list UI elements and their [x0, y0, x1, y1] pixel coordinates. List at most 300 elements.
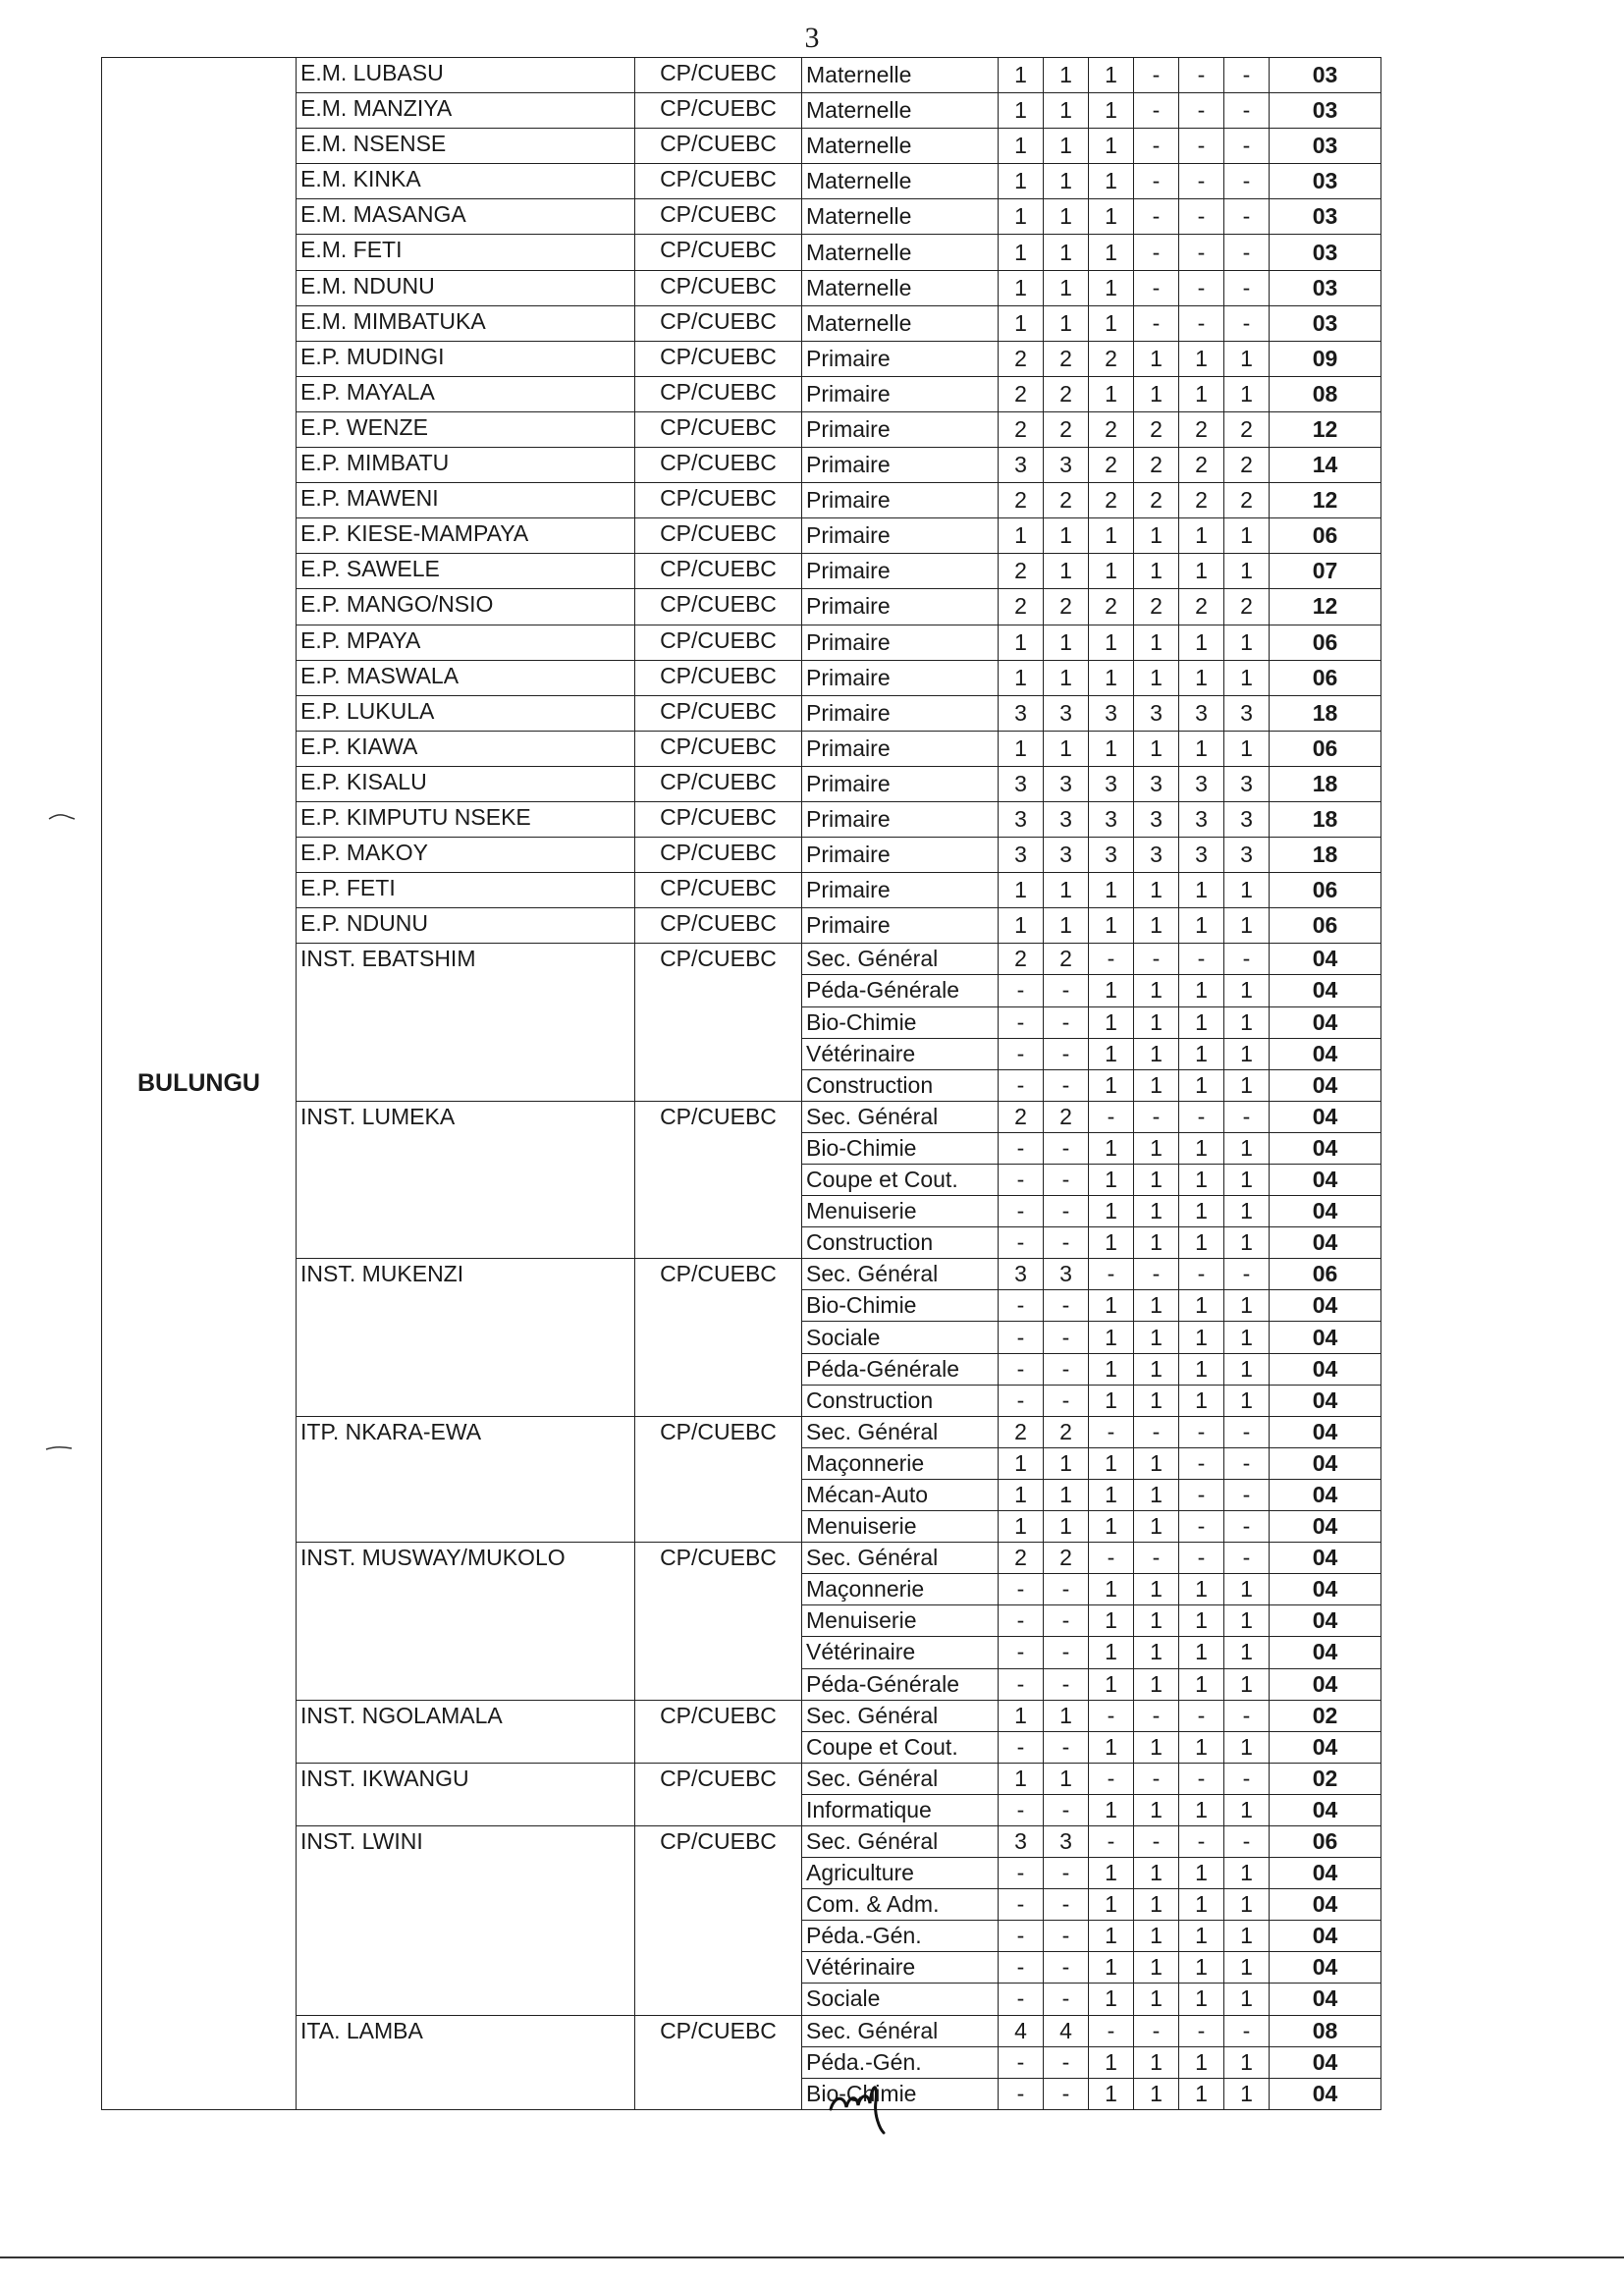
grade-3-cell: 3 [1089, 838, 1134, 873]
school-name-cell: E.P. MAKOY [297, 838, 635, 873]
grade-4-cell: - [1134, 1763, 1179, 1794]
option-cell: Sec. Général [802, 1763, 999, 1794]
school-name-cell: E.P. MUDINGI [297, 341, 635, 376]
grade-1-cell: 3 [999, 1825, 1044, 1857]
grade-6-cell: 1 [1224, 1227, 1270, 1259]
option-cell: Menuiserie [802, 1196, 999, 1227]
grade-2-cell: 4 [1044, 2015, 1089, 2046]
grade-3-cell: 1 [1089, 1447, 1134, 1479]
grade-2-cell: - [1044, 1353, 1089, 1385]
grade-3-cell: 1 [1089, 129, 1134, 164]
grade-6-cell: 1 [1224, 908, 1270, 944]
grade-6-cell: 2 [1224, 483, 1270, 518]
grade-4-cell: - [1134, 1101, 1179, 1132]
option-cell: Sec. Général [802, 1259, 999, 1290]
grade-6-cell: - [1224, 270, 1270, 305]
option-cell: Péda-Générale [802, 975, 999, 1006]
option-cell: Primaire [802, 554, 999, 589]
grade-6-cell: 1 [1224, 1322, 1270, 1353]
grade-1-cell: - [999, 2046, 1044, 2078]
grade-2-cell: 1 [1044, 1763, 1089, 1794]
total-cell: 04 [1270, 1952, 1381, 1984]
grade-1-cell: 1 [999, 1511, 1044, 1543]
network-cell: CP/CUEBC [635, 58, 802, 93]
table-row [102, 58, 1381, 93]
grade-4-cell: 1 [1134, 341, 1179, 376]
school-name-cell: E.P. LUKULA [297, 695, 635, 731]
grade-4-cell: 1 [1134, 1353, 1179, 1385]
grade-6-cell: 1 [1224, 1605, 1270, 1637]
total-cell: 03 [1270, 93, 1381, 129]
option-cell: Com. & Adm. [802, 1889, 999, 1921]
option-cell: Primaire [802, 518, 999, 554]
total-cell: 04 [1270, 1731, 1381, 1763]
network-cell: CP/CUEBC [635, 411, 802, 447]
grade-5-cell: 1 [1179, 873, 1224, 908]
total-cell: 04 [1270, 1385, 1381, 1416]
total-cell: 07 [1270, 554, 1381, 589]
grade-1-cell: - [999, 975, 1044, 1006]
grade-5-cell: 1 [1179, 1227, 1224, 1259]
grade-4-cell: - [1134, 129, 1179, 164]
total-cell: 06 [1270, 1825, 1381, 1857]
grade-6-cell: - [1224, 1543, 1270, 1574]
option-cell: Primaire [802, 376, 999, 411]
grade-3-cell: 1 [1089, 518, 1134, 554]
grade-5-cell: 1 [1179, 1984, 1224, 2015]
total-cell: 03 [1270, 129, 1381, 164]
grade-6-cell: 1 [1224, 1353, 1270, 1385]
grade-4-cell: 3 [1134, 695, 1179, 731]
option-cell: Primaire [802, 589, 999, 625]
option-cell: Sec. Général [802, 1825, 999, 1857]
option-cell: Menuiserie [802, 1511, 999, 1543]
grade-1-cell: 2 [999, 376, 1044, 411]
school-name-cell: INST. MUKENZI [297, 1259, 635, 1416]
grade-1-cell: 3 [999, 801, 1044, 837]
grade-3-cell: 2 [1089, 448, 1134, 483]
grade-1-cell: 2 [999, 554, 1044, 589]
grade-3-cell: 1 [1089, 1605, 1134, 1637]
network-cell: CP/CUEBC [635, 554, 802, 589]
school-name-cell: E.P. MAWENI [297, 483, 635, 518]
grade-1-cell: 1 [999, 625, 1044, 660]
grade-3-cell: 1 [1089, 305, 1134, 341]
grade-4-cell: - [1134, 199, 1179, 235]
total-cell: 04 [1270, 975, 1381, 1006]
school-name-cell: INST. MUSWAY/MUKOLO [297, 1543, 635, 1700]
option-cell: Coupe et Cout. [802, 1731, 999, 1763]
total-cell: 04 [1270, 1101, 1381, 1132]
option-cell: Maternelle [802, 199, 999, 235]
grade-2-cell: 3 [1044, 801, 1089, 837]
option-cell: Construction [802, 1069, 999, 1101]
grade-1-cell: - [999, 1006, 1044, 1038]
grade-6-cell: 1 [1224, 1952, 1270, 1984]
grade-5-cell: - [1179, 199, 1224, 235]
grade-3-cell: 1 [1089, 908, 1134, 944]
option-cell: Maternelle [802, 58, 999, 93]
grade-6-cell: 1 [1224, 1069, 1270, 1101]
total-cell: 06 [1270, 518, 1381, 554]
grade-1-cell: - [999, 1731, 1044, 1763]
grade-5-cell: 1 [1179, 1385, 1224, 1416]
grade-4-cell: 1 [1134, 1006, 1179, 1038]
grade-6-cell: 1 [1224, 1006, 1270, 1038]
grade-4-cell: - [1134, 2015, 1179, 2046]
option-cell: Sec. Général [802, 1101, 999, 1132]
grade-1-cell: 1 [999, 873, 1044, 908]
option-cell: Maçonnerie [802, 1447, 999, 1479]
option-cell: Maternelle [802, 164, 999, 199]
total-cell: 04 [1270, 1479, 1381, 1510]
option-cell: Maternelle [802, 305, 999, 341]
grade-3-cell: - [1089, 1825, 1134, 1857]
grade-4-cell: 1 [1134, 1605, 1179, 1637]
grade-3-cell: - [1089, 1259, 1134, 1290]
grade-5-cell: 1 [1179, 1038, 1224, 1069]
option-cell: Primaire [802, 873, 999, 908]
grade-2-cell: - [1044, 1574, 1089, 1605]
grade-2-cell: 1 [1044, 731, 1089, 766]
total-cell: 12 [1270, 483, 1381, 518]
grade-5-cell: - [1179, 1825, 1224, 1857]
option-cell: Sec. Général [802, 944, 999, 975]
total-cell: 04 [1270, 1543, 1381, 1574]
grade-1-cell: - [999, 1165, 1044, 1196]
grade-6-cell: - [1224, 1479, 1270, 1510]
school-name-cell: E.P. WENZE [297, 411, 635, 447]
total-cell: 04 [1270, 1574, 1381, 1605]
school-name-cell: E.P. KIESE-MAMPAYA [297, 518, 635, 554]
grade-3-cell: 2 [1089, 411, 1134, 447]
grade-5-cell: 1 [1179, 1637, 1224, 1668]
school-name-cell: E.M. NSENSE [297, 129, 635, 164]
option-cell: Primaire [802, 801, 999, 837]
grade-1-cell: - [999, 1794, 1044, 1825]
margin-mark [44, 1443, 74, 1455]
grade-3-cell: 1 [1089, 199, 1134, 235]
total-cell: 04 [1270, 1794, 1381, 1825]
grade-3-cell: 1 [1089, 1921, 1134, 1952]
grade-6-cell: 1 [1224, 975, 1270, 1006]
grade-2-cell: - [1044, 1069, 1089, 1101]
grade-2-cell: - [1044, 1731, 1089, 1763]
network-cell: CP/CUEBC [635, 731, 802, 766]
grade-5-cell: 3 [1179, 695, 1224, 731]
grade-1-cell: 1 [999, 1763, 1044, 1794]
total-cell: 06 [1270, 660, 1381, 695]
grade-4-cell: 1 [1134, 1637, 1179, 1668]
network-cell: CP/CUEBC [635, 695, 802, 731]
total-cell: 02 [1270, 1763, 1381, 1794]
grade-2-cell: - [1044, 1668, 1089, 1700]
grade-1-cell: - [999, 1353, 1044, 1385]
grade-5-cell: 1 [1179, 2078, 1224, 2109]
grade-4-cell: 1 [1134, 1731, 1179, 1763]
total-cell: 03 [1270, 164, 1381, 199]
network-cell: CP/CUEBC [635, 944, 802, 1101]
grade-2-cell: 1 [1044, 1479, 1089, 1510]
grade-2-cell: 3 [1044, 448, 1089, 483]
network-cell: CP/CUEBC [635, 873, 802, 908]
grade-6-cell: - [1224, 1101, 1270, 1132]
network-cell: CP/CUEBC [635, 93, 802, 129]
option-cell: Péda.-Gén. [802, 1921, 999, 1952]
grade-2-cell: - [1044, 2046, 1089, 2078]
grade-6-cell: - [1224, 164, 1270, 199]
grade-5-cell: 2 [1179, 483, 1224, 518]
grade-4-cell: 1 [1134, 1858, 1179, 1889]
grade-5-cell: 1 [1179, 1322, 1224, 1353]
grade-4-cell: 1 [1134, 1069, 1179, 1101]
grade-6-cell: - [1224, 1511, 1270, 1543]
page-number: 3 [804, 22, 820, 54]
grade-2-cell: 1 [1044, 270, 1089, 305]
school-name-cell: INST. LUMEKA [297, 1101, 635, 1258]
grade-6-cell: 1 [1224, 1038, 1270, 1069]
grade-5-cell: 1 [1179, 1290, 1224, 1322]
grade-1-cell: 1 [999, 1700, 1044, 1731]
grade-5-cell: - [1179, 1416, 1224, 1447]
grade-6-cell: 1 [1224, 1794, 1270, 1825]
grade-6-cell: - [1224, 58, 1270, 93]
option-cell: Bio-Chimie [802, 1006, 999, 1038]
grade-6-cell: - [1224, 305, 1270, 341]
grade-1-cell: 2 [999, 944, 1044, 975]
total-cell: 04 [1270, 2078, 1381, 2109]
grade-1-cell: 2 [999, 341, 1044, 376]
grade-3-cell: 1 [1089, 554, 1134, 589]
grade-3-cell: 1 [1089, 1353, 1134, 1385]
total-cell: 08 [1270, 376, 1381, 411]
grade-6-cell: 2 [1224, 448, 1270, 483]
total-cell: 03 [1270, 235, 1381, 270]
grade-2-cell: - [1044, 1132, 1089, 1164]
network-cell: CP/CUEBC [635, 1825, 802, 2015]
grade-2-cell: 1 [1044, 305, 1089, 341]
grade-3-cell: 1 [1089, 1511, 1134, 1543]
grade-2-cell: 2 [1044, 1101, 1089, 1132]
total-cell: 04 [1270, 1921, 1381, 1952]
grade-3-cell: 1 [1089, 1165, 1134, 1196]
option-cell: Coupe et Cout. [802, 1165, 999, 1196]
grade-3-cell: 1 [1089, 1479, 1134, 1510]
network-cell: CP/CUEBC [635, 164, 802, 199]
grade-3-cell: 1 [1089, 1006, 1134, 1038]
grade-5-cell: 1 [1179, 1574, 1224, 1605]
option-cell: Primaire [802, 625, 999, 660]
grade-6-cell: 1 [1224, 1668, 1270, 1700]
grade-2-cell: 2 [1044, 1543, 1089, 1574]
grade-6-cell: 3 [1224, 838, 1270, 873]
total-cell: 04 [1270, 1353, 1381, 1385]
school-name-cell: INST. LWINI [297, 1825, 635, 2015]
option-cell: Primaire [802, 731, 999, 766]
grade-6-cell: - [1224, 235, 1270, 270]
grade-1-cell: 3 [999, 695, 1044, 731]
grade-5-cell: 1 [1179, 1353, 1224, 1385]
grade-1-cell: 3 [999, 1259, 1044, 1290]
total-cell: 18 [1270, 838, 1381, 873]
network-cell: CP/CUEBC [635, 766, 802, 801]
school-name-cell: E.M. MASANGA [297, 199, 635, 235]
grade-2-cell: - [1044, 975, 1089, 1006]
grade-6-cell: 1 [1224, 1196, 1270, 1227]
grade-6-cell: 1 [1224, 518, 1270, 554]
grade-2-cell: 1 [1044, 1511, 1089, 1543]
grade-5-cell: - [1179, 1479, 1224, 1510]
grade-2-cell: - [1044, 1952, 1089, 1984]
grade-2-cell: 2 [1044, 376, 1089, 411]
network-cell: CP/CUEBC [635, 625, 802, 660]
total-cell: 04 [1270, 1038, 1381, 1069]
grade-6-cell: - [1224, 129, 1270, 164]
grade-1-cell: 3 [999, 838, 1044, 873]
grade-4-cell: 1 [1134, 1511, 1179, 1543]
total-cell: 18 [1270, 766, 1381, 801]
grade-4-cell: - [1134, 1825, 1179, 1857]
grade-4-cell: 1 [1134, 975, 1179, 1006]
grade-4-cell: 1 [1134, 731, 1179, 766]
grade-3-cell: 3 [1089, 801, 1134, 837]
grade-6-cell: - [1224, 2015, 1270, 2046]
grade-1-cell: 1 [999, 164, 1044, 199]
grade-6-cell: - [1224, 1447, 1270, 1479]
option-cell: Bio-Chimie [802, 2078, 999, 2109]
total-cell: 04 [1270, 1984, 1381, 2015]
grade-6-cell: 1 [1224, 1637, 1270, 1668]
grade-1-cell: 1 [999, 270, 1044, 305]
option-cell: Maternelle [802, 270, 999, 305]
grade-5-cell: 3 [1179, 801, 1224, 837]
grade-4-cell: - [1134, 58, 1179, 93]
total-cell: 04 [1270, 944, 1381, 975]
total-cell: 04 [1270, 1511, 1381, 1543]
total-cell: 04 [1270, 1196, 1381, 1227]
grade-2-cell: 2 [1044, 589, 1089, 625]
grade-3-cell: 1 [1089, 376, 1134, 411]
network-cell: CP/CUEBC [635, 1700, 802, 1763]
grade-1-cell: - [999, 1921, 1044, 1952]
grade-4-cell: 1 [1134, 1447, 1179, 1479]
total-cell: 04 [1270, 1605, 1381, 1637]
total-cell: 06 [1270, 625, 1381, 660]
grade-4-cell: 2 [1134, 589, 1179, 625]
option-cell: Sec. Général [802, 1700, 999, 1731]
grade-5-cell: 1 [1179, 1165, 1224, 1196]
grade-6-cell: 1 [1224, 660, 1270, 695]
option-cell: Primaire [802, 660, 999, 695]
total-cell: 08 [1270, 2015, 1381, 2046]
school-name-cell: E.P. MASWALA [297, 660, 635, 695]
option-cell: Maternelle [802, 129, 999, 164]
grade-5-cell: - [1179, 1700, 1224, 1731]
option-cell: Sec. Général [802, 2015, 999, 2046]
grade-3-cell: 1 [1089, 2078, 1134, 2109]
grade-1-cell: - [999, 1227, 1044, 1259]
grade-6-cell: 1 [1224, 873, 1270, 908]
network-cell: CP/CUEBC [635, 1543, 802, 1700]
grade-1-cell: 2 [999, 1543, 1044, 1574]
grade-4-cell: 1 [1134, 2078, 1179, 2109]
grade-6-cell: 1 [1224, 1858, 1270, 1889]
grade-5-cell: 2 [1179, 411, 1224, 447]
grade-6-cell: 1 [1224, 376, 1270, 411]
grade-3-cell: 1 [1089, 1227, 1134, 1259]
grade-3-cell: - [1089, 1101, 1134, 1132]
network-cell: CP/CUEBC [635, 199, 802, 235]
grade-6-cell: 1 [1224, 1574, 1270, 1605]
signature-mark [825, 2072, 903, 2141]
option-cell: Primaire [802, 838, 999, 873]
network-cell: CP/CUEBC [635, 518, 802, 554]
network-cell: CP/CUEBC [635, 2015, 802, 2109]
option-cell: Primaire [802, 483, 999, 518]
grade-5-cell: 1 [1179, 2046, 1224, 2078]
grade-5-cell: 1 [1179, 1889, 1224, 1921]
grade-5-cell: 1 [1179, 1668, 1224, 1700]
grade-4-cell: 1 [1134, 1385, 1179, 1416]
grade-2-cell: 2 [1044, 1416, 1089, 1447]
network-cell: CP/CUEBC [635, 1763, 802, 1825]
grade-4-cell: 3 [1134, 766, 1179, 801]
school-name-cell: E.M. FETI [297, 235, 635, 270]
grade-4-cell: 1 [1134, 625, 1179, 660]
grade-4-cell: 3 [1134, 801, 1179, 837]
grade-3-cell: - [1089, 1763, 1134, 1794]
grade-2-cell: 2 [1044, 944, 1089, 975]
total-cell: 04 [1270, 1227, 1381, 1259]
grade-3-cell: 1 [1089, 1322, 1134, 1353]
grade-3-cell: - [1089, 1416, 1134, 1447]
total-cell: 04 [1270, 1858, 1381, 1889]
school-name-cell: ITA. LAMBA [297, 2015, 635, 2109]
grade-6-cell: - [1224, 93, 1270, 129]
grade-4-cell: 1 [1134, 376, 1179, 411]
grade-5-cell: - [1179, 1259, 1224, 1290]
option-cell: Vétérinaire [802, 1637, 999, 1668]
grade-3-cell: 1 [1089, 1038, 1134, 1069]
grade-1-cell: - [999, 1385, 1044, 1416]
grade-3-cell: 1 [1089, 93, 1134, 129]
school-name-cell: E.P. KIAWA [297, 731, 635, 766]
grade-4-cell: - [1134, 270, 1179, 305]
grade-5-cell: 1 [1179, 731, 1224, 766]
network-cell: CP/CUEBC [635, 1259, 802, 1416]
option-cell: Construction [802, 1227, 999, 1259]
grade-1-cell: 2 [999, 483, 1044, 518]
total-cell: 18 [1270, 695, 1381, 731]
total-cell: 18 [1270, 801, 1381, 837]
school-name-cell: E.P. KISALU [297, 766, 635, 801]
grade-5-cell: 3 [1179, 838, 1224, 873]
network-cell: CP/CUEBC [635, 908, 802, 944]
grade-1-cell: 1 [999, 908, 1044, 944]
grade-4-cell: 1 [1134, 660, 1179, 695]
grade-5-cell: 2 [1179, 589, 1224, 625]
school-name-cell: E.P. MAYALA [297, 376, 635, 411]
grade-5-cell: 1 [1179, 625, 1224, 660]
option-cell: Maternelle [802, 93, 999, 129]
grade-2-cell: - [1044, 1196, 1089, 1227]
grade-4-cell: 1 [1134, 518, 1179, 554]
grade-1-cell: 1 [999, 58, 1044, 93]
grade-6-cell: - [1224, 1763, 1270, 1794]
grade-5-cell: 1 [1179, 975, 1224, 1006]
school-name-cell: E.M. KINKA [297, 164, 635, 199]
grade-5-cell: 1 [1179, 1006, 1224, 1038]
